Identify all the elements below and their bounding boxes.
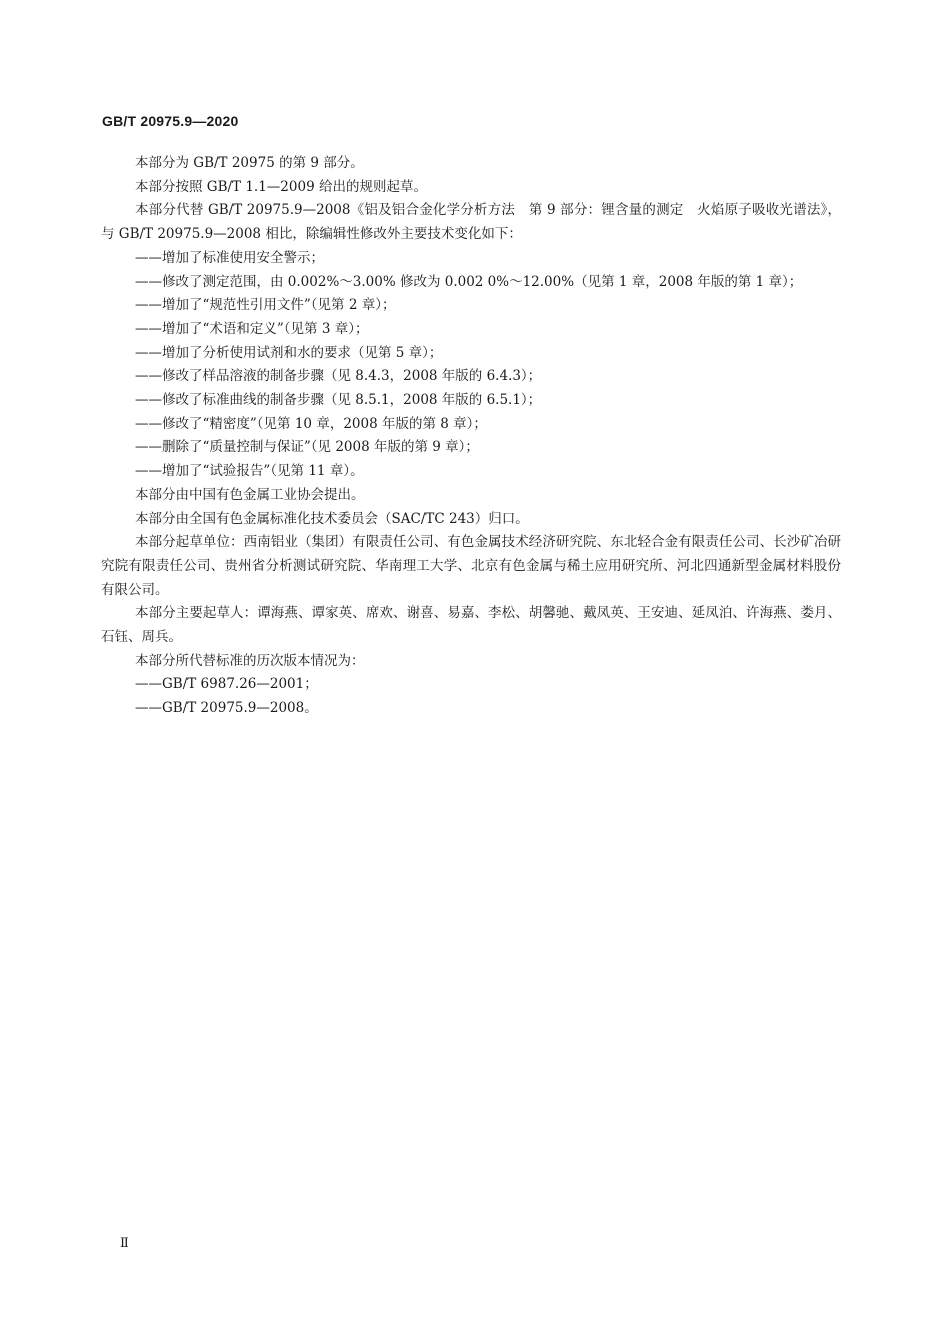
document-code-header: GB/T 20975.9—2020 <box>102 113 239 129</box>
list-item: ——修改了标准曲线的制备步骤（见 8.5.1，2008 年版的 6.5.1）； <box>135 392 542 409</box>
list-item: ——修改了“精密度”（见第 10 章，2008 年版的第 8 章）； <box>135 415 487 432</box>
list-item: ——修改了测定范围，由 0.002%～3.00% 修改为 0.002 0%～12.00%（见第 1 章，2008 年版的第 1 章）； <box>135 273 803 290</box>
list-item: ——GB/T 6987.26—2001； <box>135 676 318 693</box>
list-item: ——GB/T 20975.9—2008。 <box>135 700 318 717</box>
list-item: ——修改了样品溶液的制备步骤（见 8.4.3，2008 年版的 6.4.3）； <box>135 368 542 385</box>
paragraph-technical-committee: 本部分由全国有色金属标准化技术委员会（SAC/TC 243）归口。 <box>135 510 529 527</box>
paragraph-drafting-units: 本部分起草单位：西南铝业（集团）有限责任公司、有色金属技术经济研究院、东北轻合金有限责任公司、长沙矿冶研究院有限责任公司、贵州省分析测试研究院、华南理工大学、北京有色金属与稀土应用研究所、河北四通新型金属材料股份有限公司。 <box>101 534 841 598</box>
paragraph-version-history-intro: 本部分所代替标准的历次版本情况为： <box>135 652 365 669</box>
paragraph-replacement-statement: 本部分代替 GB/T 20975.9—2008《铝及铝合金化学分析方法 第 9 部分：锂含量的测定 火焰原子吸收光谱法》，与 GB/T 20975.9—2008 相比，除编辑性修改外主要技术变化如下： <box>101 202 841 243</box>
list-item: ——增加了分析使用试剂和水的要求（见第 5 章）； <box>135 344 443 361</box>
paragraph-proposer: 本部分由中国有色金属工业协会提出。 <box>135 486 365 503</box>
paragraph-part-statement: 本部分为 GB/T 20975 的第 9 部分。 <box>135 155 364 171</box>
list-item: ——增加了“试验报告”（见第 11 章）。 <box>135 463 364 480</box>
list-item: ——删除了“质量控制与保证”（见 2008 年版的第 9 章）； <box>135 439 479 456</box>
list-item: ——增加了“术语和定义”（见第 3 章）； <box>135 320 369 337</box>
foreword-body <box>101 152 841 721</box>
paragraph-drafters: 本部分主要起草人：谭海燕、谭家英、席欢、谢喜、易嘉、李松、胡馨驰、戴凤英、王安迪、延凤泊、许海燕、娄月、石钰、周兵。 <box>101 605 841 646</box>
list-item: ——增加了标准使用安全警示； <box>135 249 324 266</box>
paragraph-drafting-rules: 本部分按照 GB/T 1.1—2009 给出的规则起草。 <box>135 178 427 195</box>
list-item: ——增加了“规范性引用文件”（见第 2 章）； <box>135 297 396 314</box>
version-history-list <box>101 673 841 720</box>
technical-changes-list <box>101 247 841 484</box>
page-number: Ⅱ <box>120 1236 129 1251</box>
